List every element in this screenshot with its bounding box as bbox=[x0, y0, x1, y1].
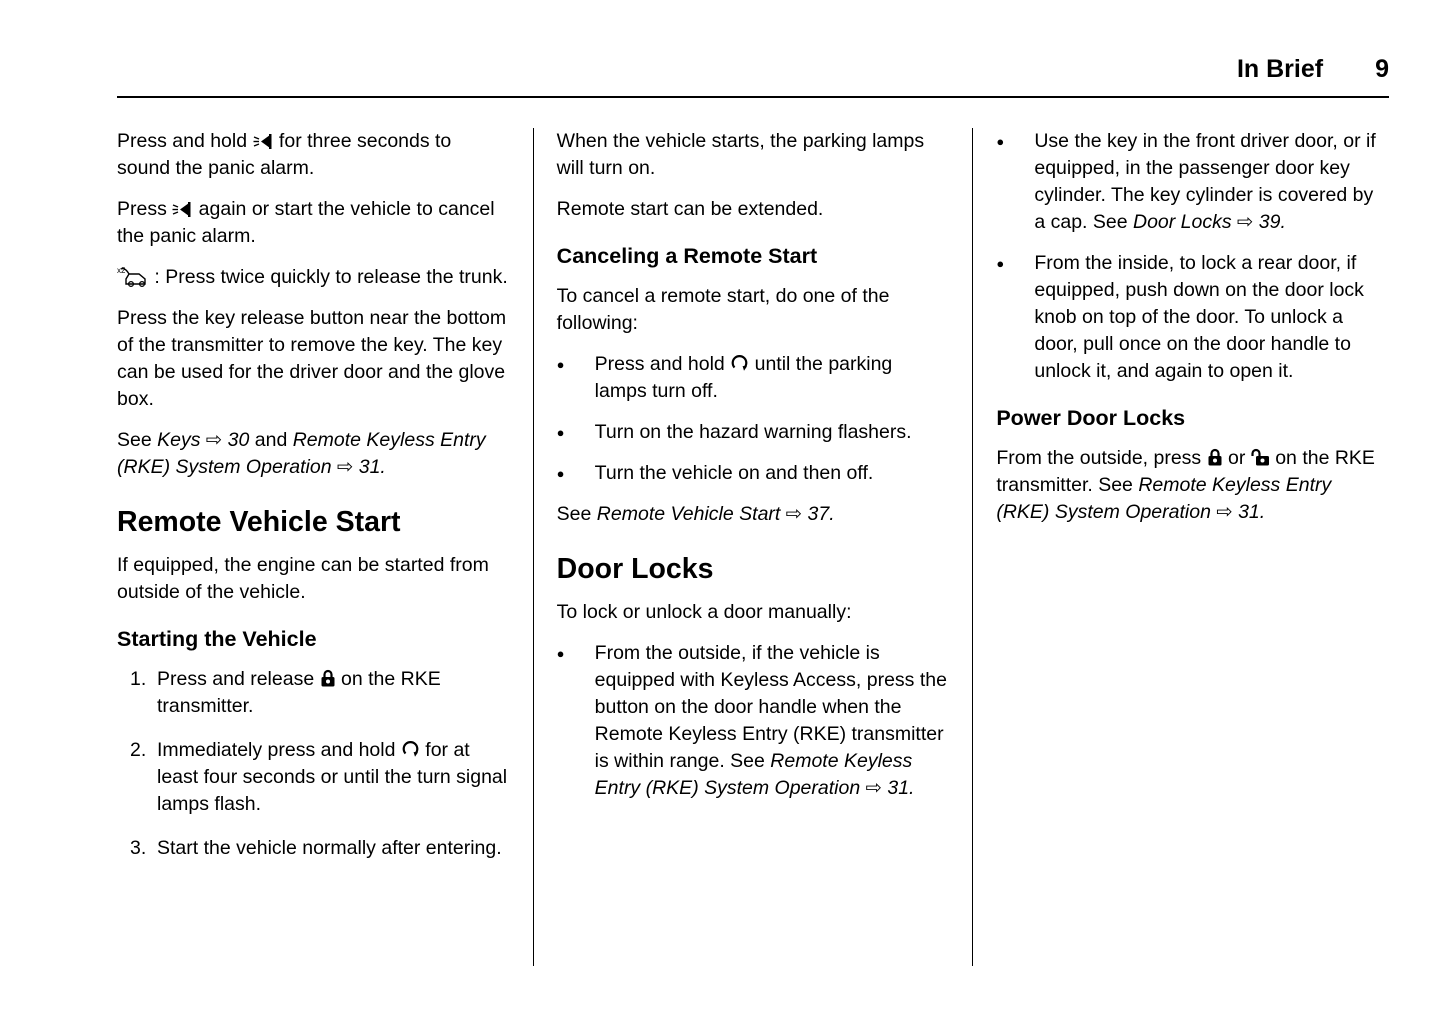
column-3 bbox=[996, 128, 1389, 966]
text: or bbox=[1222, 447, 1251, 469]
remote-start-intro: If equipped, the engine can be started from outside of the vehicle. bbox=[117, 554, 489, 603]
bullet-icon: ● bbox=[556, 357, 565, 372]
step-text bbox=[157, 666, 510, 720]
bullet-text bbox=[1034, 128, 1389, 236]
bullet-text: Turn the vehicle on and then off. bbox=[594, 462, 874, 484]
list-item bbox=[557, 351, 950, 405]
bullet-text: From the inside, to lock a rear door, if equipped, push down on the door lock knob on top of the door. To unlock a door, pull once on the door handle to unlock it, and again to open it. bbox=[1034, 252, 1364, 382]
list-item bbox=[117, 737, 510, 818]
see-reference bbox=[557, 501, 950, 528]
cancel-intro: To cancel a remote start, do one of the following: bbox=[556, 285, 890, 334]
remote-start-icon bbox=[401, 740, 420, 759]
section-title: In Brief bbox=[1236, 55, 1324, 83]
step-number: 3. bbox=[130, 837, 147, 859]
reference-link: Door Locks ⇨ 39. bbox=[1133, 211, 1286, 233]
text: Press and hold bbox=[594, 353, 731, 375]
text: on the RKE transmitter. See bbox=[996, 447, 1375, 496]
bullet-text: Turn on the hazard warning flashers. bbox=[594, 421, 912, 443]
column-divider bbox=[972, 128, 973, 966]
text: and bbox=[249, 429, 293, 451]
list-item bbox=[557, 640, 950, 802]
bullet-text bbox=[595, 640, 950, 802]
step-text bbox=[157, 737, 510, 818]
reference-link: Remote Keyless Entry (RKE) System Operation ⇨ 31. bbox=[117, 429, 486, 478]
power-door-locks-paragraph bbox=[996, 445, 1389, 526]
column-1 bbox=[117, 128, 510, 966]
panic-alarm-icon bbox=[253, 133, 274, 150]
reference-link: Remote Keyless Entry (RKE) System Operation ⇨ 31. bbox=[996, 474, 1332, 523]
column-2 bbox=[557, 128, 950, 966]
bullet-icon: ● bbox=[996, 134, 1005, 149]
text: until the parking lamps turn off. bbox=[594, 353, 893, 402]
text: See bbox=[556, 503, 597, 525]
subheading-starting-the-vehicle: Starting the Vehicle bbox=[117, 627, 317, 651]
bullet-text bbox=[595, 351, 950, 405]
reference-link: Remote Vehicle Start ⇨ 37. bbox=[596, 503, 835, 525]
door-locks-intro: To lock or unlock a door manually: bbox=[556, 601, 852, 623]
list-item bbox=[996, 250, 1389, 385]
subheading-power-door-locks: Power Door Locks bbox=[996, 406, 1186, 430]
list-item bbox=[117, 666, 510, 720]
text: on the RKE transmitter. bbox=[157, 668, 441, 717]
trunk-release-icon bbox=[117, 265, 149, 289]
lock-icon bbox=[320, 669, 336, 688]
heading-remote-vehicle-start: Remote Vehicle Start bbox=[117, 506, 401, 538]
trunk-release-paragraph bbox=[117, 264, 510, 291]
panic-alarm-paragraph bbox=[117, 128, 510, 182]
text: again or start the vehicle to cancel the panic alarm. bbox=[117, 198, 495, 247]
step-number: 1. bbox=[130, 668, 147, 690]
bullet-icon: ● bbox=[996, 256, 1005, 271]
text: From the outside, press bbox=[996, 447, 1207, 469]
text: for at least four seconds or until the turn signal lamps flash. bbox=[157, 739, 508, 815]
svg-text:x2: x2 bbox=[117, 266, 126, 275]
text: Use the key in the front driver door, or if equipped, in the passenger door key cylinder. The key cylinder is covered by a cap. See bbox=[1034, 130, 1376, 233]
text: From the outside, if the vehicle is equipped with Keyless Access, press the button on the door handle when the Remote Keyless Entry (RKE) transmitter is within range. See bbox=[594, 642, 947, 772]
panic-alarm-icon bbox=[172, 201, 193, 218]
subheading-canceling-remote-start: Canceling a Remote Start bbox=[556, 244, 818, 268]
parking-lamps-paragraph: When the vehicle starts, the parking lamps will turn on. bbox=[556, 130, 925, 179]
list-item bbox=[996, 128, 1389, 236]
text: for three seconds to sound the panic alarm. bbox=[117, 130, 452, 179]
lock-icon bbox=[1207, 448, 1223, 467]
heading-door-locks: Door Locks bbox=[556, 553, 714, 585]
page-header bbox=[117, 54, 1389, 96]
remote-start-extended-paragraph: Remote start can be extended. bbox=[556, 198, 824, 220]
step-text: Start the vehicle normally after entering. bbox=[157, 837, 502, 859]
remote-start-icon bbox=[730, 354, 749, 373]
content-columns bbox=[117, 128, 1389, 966]
reference-link: Remote Keyless Entry (RKE) System Operation ⇨ 31. bbox=[594, 750, 915, 799]
column-divider bbox=[533, 128, 534, 966]
text: See bbox=[117, 429, 158, 451]
text: Press and hold bbox=[117, 130, 253, 152]
list-item bbox=[117, 835, 510, 862]
see-reference bbox=[117, 427, 510, 481]
bullet-icon: ● bbox=[556, 466, 565, 481]
step-number: 2. bbox=[130, 739, 147, 761]
panic-cancel-paragraph bbox=[117, 196, 510, 250]
header-rule bbox=[117, 96, 1389, 98]
bullet-icon: ● bbox=[556, 646, 565, 661]
text: : Press twice quickly to release the trunk. bbox=[149, 266, 508, 288]
list-item bbox=[557, 460, 950, 487]
text: Press and release bbox=[157, 668, 320, 690]
text: Press bbox=[117, 198, 173, 220]
key-release-paragraph: Press the key release button near the bottom of the transmitter to remove the key. The key can be used for the driver door and the glove box. bbox=[117, 307, 507, 410]
text: Immediately press and hold bbox=[157, 739, 401, 761]
bullet-icon: ● bbox=[556, 425, 565, 440]
unlock-icon bbox=[1251, 448, 1270, 467]
page-number: 9 bbox=[1375, 55, 1389, 83]
list-item bbox=[557, 419, 950, 446]
reference-link: Keys ⇨ 30 bbox=[157, 429, 250, 451]
